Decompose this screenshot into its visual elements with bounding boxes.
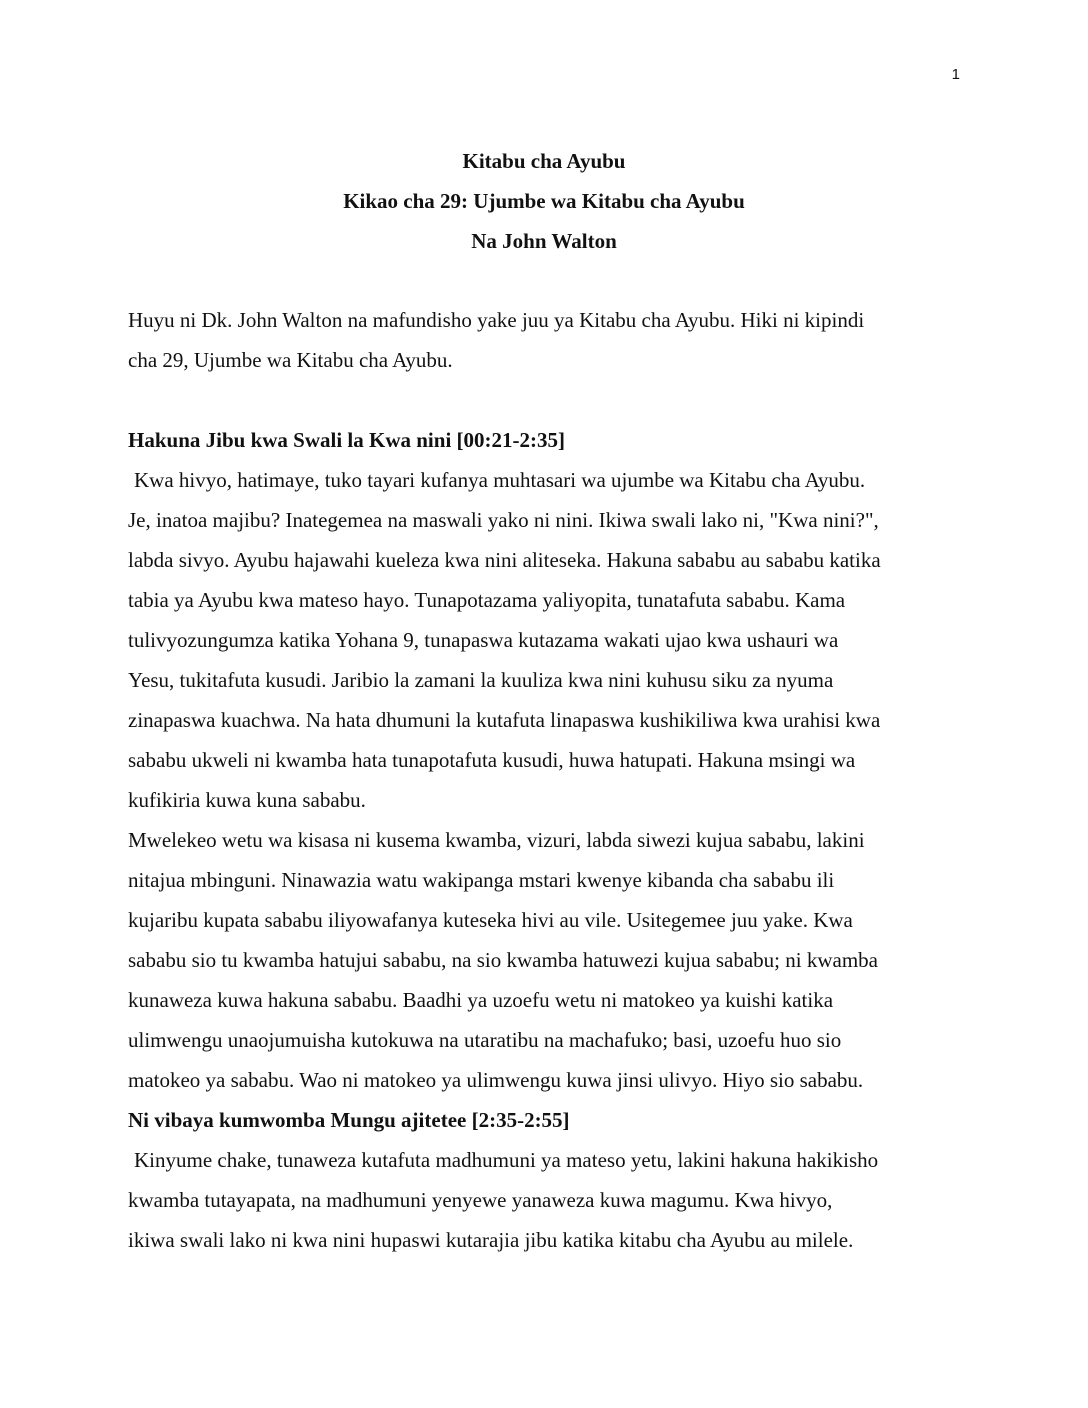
text-line: Mwelekeo wetu wa kisasa ni kusema kwamba, vizuri, labda siwezi kujua sababu, lakini	[128, 828, 865, 852]
text-line: tulivyozungumza katika Yohana 9, tunapaswa kutazama wakati ujao kwa ushauri wa	[128, 628, 839, 652]
text-line: kujaribu kupata sababu iliyowafanya kuteseka hivi au vile. Usitegemee juu yake. Kwa	[128, 908, 853, 932]
section1-paragraph1	[128, 460, 968, 820]
text-line: nitajua mbinguni. Ninawazia watu wakipanga mstari kwenye kibanda cha sababu ili	[128, 868, 835, 892]
text-line: labda sivyo. Ayubu hajawahi kueleza kwa nini aliteseka. Hakuna sababu au sababu katika	[128, 548, 881, 572]
session-title: Kikao cha 29: Ujumbe wa Kitabu cha Ayubu	[343, 189, 745, 213]
text-line: Huyu ni Dk. John Walton na mafundisho yake juu ya Kitabu cha Ayubu. Hiki ni kipindi	[128, 308, 865, 332]
text-line: Je, inatoa majibu? Inategemea na maswali yako ni nini. Ikiwa swali lako ni, "Kwa nini?",	[128, 508, 879, 532]
section2-paragraph1	[128, 1140, 968, 1260]
text-line: Kinyume chake, tunaweza kutafuta madhumuni ya mateso yetu, lakini hakuna hakikisho	[134, 1148, 879, 1172]
section-heading: Hakuna Jibu kwa Swali la Kwa nini [00:21-2:35]	[128, 428, 566, 452]
paragraph-gap	[128, 380, 968, 420]
text-line: matokeo ya sababu. Wao ni matokeo ya ulimwengu kuwa jinsi ulivyo. Hiyo sio sababu.	[128, 1068, 864, 1092]
book-title: Kitabu cha Ayubu	[462, 149, 626, 173]
intro-paragraph	[128, 300, 968, 380]
document-title-block	[0, 141, 1088, 261]
section1-paragraph2	[128, 820, 968, 1100]
text-line: ikiwa swali lako ni kwa nini hupaswi kutarajia jibu katika kitabu cha Ayubu au milele.	[128, 1228, 854, 1252]
text-line: sababu sio tu kwamba hatujui sababu, na sio kwamba hatuwezi kujua sababu; ni kwamba	[128, 948, 878, 972]
page-number: 1	[951, 66, 960, 83]
text-line: kunaweza kuwa hakuna sababu. Baadhi ya uzoefu wetu ni matokeo ya kuishi katika	[128, 988, 834, 1012]
section-heading: Ni vibaya kumwomba Mungu ajitetee [2:35-2:55]	[128, 1108, 570, 1132]
text-line: tabia ya Ayubu kwa mateso hayo. Tunapotazama yaliyopita, tunatafuta sababu. Kama	[128, 588, 846, 612]
text-line: kufikiria kuwa kuna sababu.	[128, 788, 366, 812]
text-line: cha 29, Ujumbe wa Kitabu cha Ayubu.	[128, 348, 453, 372]
text-line: kwamba tutayapata, na madhumuni yenyewe yanaweza kuwa magumu. Kwa hivyo,	[128, 1188, 833, 1212]
text-line: zinapaswa kuachwa. Na hata dhumuni la kutafuta linapaswa kushikiliwa kwa urahisi kwa	[128, 708, 881, 732]
text-line: ulimwengu unaojumuisha kutokuwa na utaratibu na machafuko; basi, uzoefu huo sio	[128, 1028, 842, 1052]
text-line: sababu ukweli ni kwamba hata tunapotafuta kusudi, huwa hatupati. Hakuna msingi wa	[128, 748, 856, 772]
text-line: Yesu, tukitafuta kusudi. Jaribio la zamani la kuuliza kwa nini kuhusu siku za nyuma	[128, 668, 834, 692]
text-line: Kwa hivyo, hatimaye, tuko tayari kufanya muhtasari wa ujumbe wa Kitabu cha Ayubu.	[134, 468, 866, 492]
author-line: Na John Walton	[471, 229, 617, 253]
document-body	[128, 300, 968, 1260]
